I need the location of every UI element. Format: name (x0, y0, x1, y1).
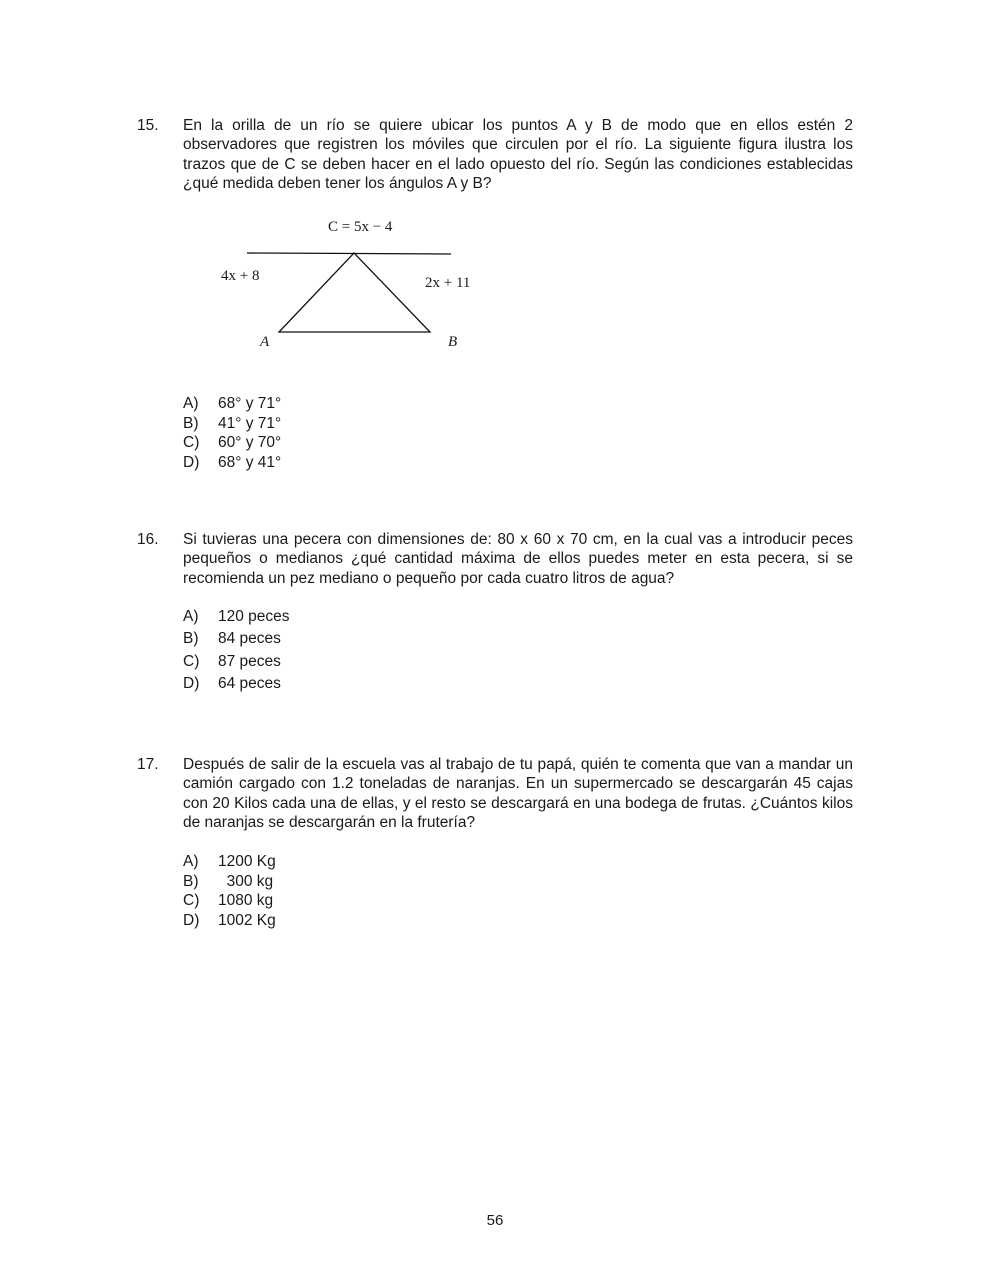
options-15 (183, 394, 281, 472)
option-b: B) 41° y 71° (183, 414, 282, 432)
option-c: C) 60° y 70° (183, 434, 282, 451)
option-d: D) 64 peces (183, 675, 281, 693)
question-text: En la orilla de un río se quiere ubicar los puntos A y B de modo que en ellos estén 2 observadores que registren los móviles que circulen por el río. La siguiente figura ilustra los trazos que de C se deben hacer en el lado opuesto del río. Según las condiciones establecidas ¿qué medida deben tener los ángulos A y B? (183, 117, 853, 193)
question-number: 17. (137, 756, 159, 773)
option-b: B) 300 kg (183, 872, 274, 890)
option-c: C) 1080 kg (183, 892, 274, 909)
options-16 (183, 606, 290, 696)
question-16 (137, 530, 853, 588)
page-number: 56 (486, 1212, 504, 1229)
vertex-a-label: A (260, 334, 270, 350)
option-a: A) 120 peces (183, 608, 290, 625)
question-17 (137, 755, 853, 833)
question-number: 15. (137, 117, 159, 134)
option-c: C) 87 peces (183, 652, 281, 670)
option-a: A) 68° y 71° (183, 395, 282, 412)
question-text: Si tuvieras una pecera con dimensiones de: 80 x 60 x 70 cm, en la cual vas a introducir peces pequeños o medianos ¿qué cantidad máxima de ellos puedes meter en esta pecera, si se recomienda un pez mediano o pequeño por cada cuatro litros de agua? (183, 531, 853, 587)
option-d: D) 1002 Kg (183, 911, 276, 929)
option-d: D) 68° y 41° (183, 453, 282, 471)
left-angle-label: 4x + 8 (221, 268, 260, 284)
question-number: 16. (137, 531, 159, 548)
vertex-b-label: B (448, 334, 458, 350)
triangle-figure (200, 210, 500, 360)
question-15 (137, 116, 853, 194)
angle-c-label: C = 5x − 4 (328, 219, 393, 235)
right-angle-label: 2x + 11 (425, 275, 471, 291)
option-b: B) 84 peces (183, 630, 281, 648)
options-17 (183, 852, 276, 930)
question-text: Después de salir de la escuela vas al trabajo de tu papá, quién te comenta que van a mandar un camión cargado con 1.2 toneladas de naranjas. En un supermercado se descargarán 45 cajas con 20 Kilos cada una de ellas, y el resto se descargará en una bodega de frutas. ¿Cuántos kilos de naranjas se descargarán en la frutería? (183, 756, 853, 832)
option-a: A) 1200 Kg (183, 853, 276, 870)
